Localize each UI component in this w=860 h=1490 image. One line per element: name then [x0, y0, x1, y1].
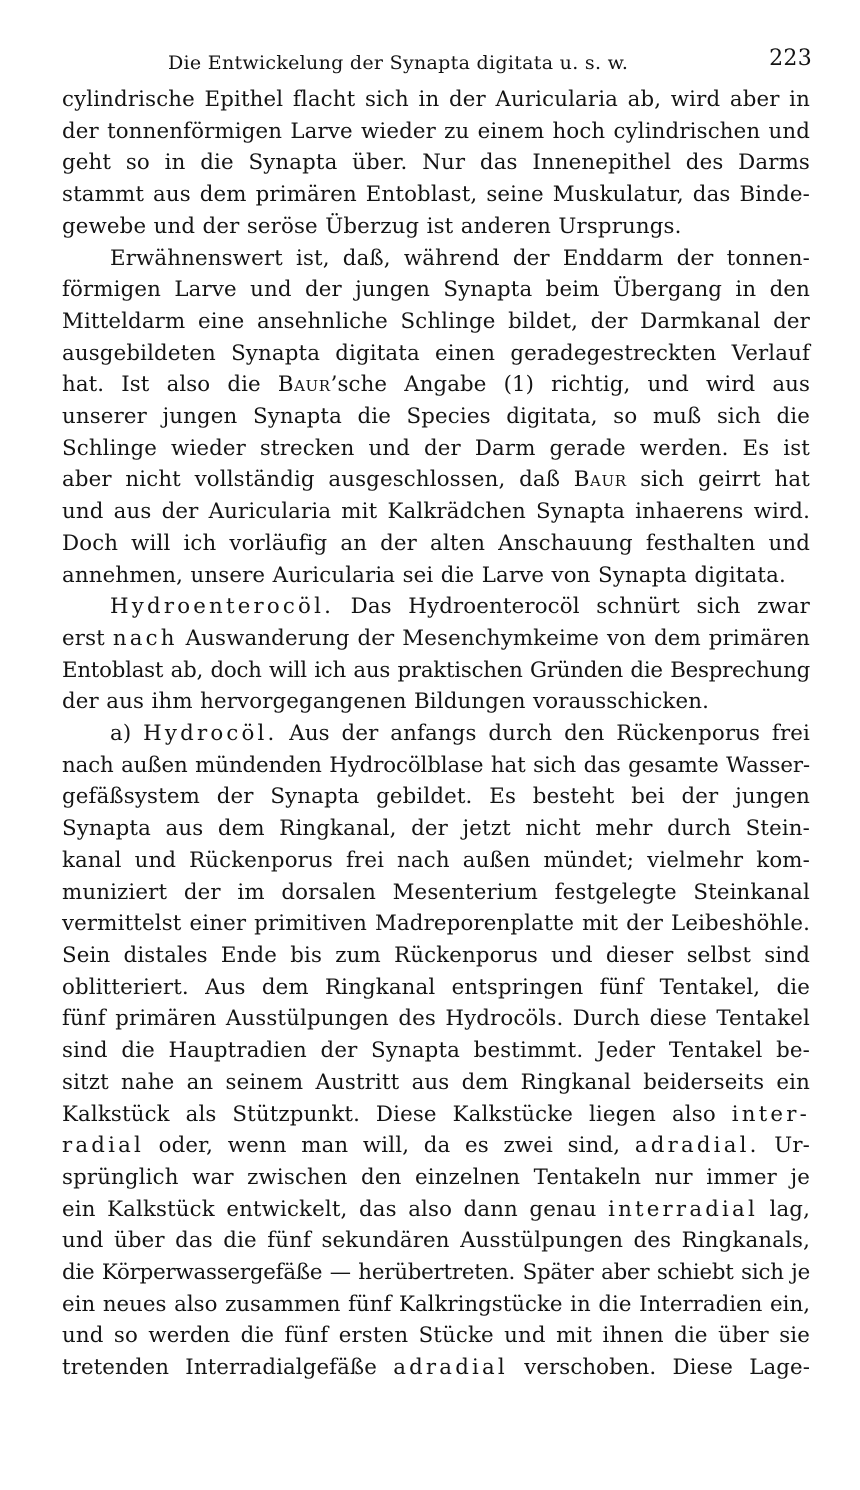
text-line	[62, 464, 810, 496]
text-run: ’sche Angabe (1) richtig, und wird aus	[330, 372, 810, 398]
text-run: ein Kalkstück entwickelt, das also dann genau	[62, 1196, 609, 1222]
spaced-term: radial	[62, 1133, 145, 1159]
text-line: förmigen Larve und der jungen Synapta beim Übergang in den	[62, 277, 810, 303]
text-line: Sein distales Ende bis zum Rückenporus und dieser selbst sind	[62, 942, 810, 968]
text-line: stammt aus dem primären Entoblast, seine Muskulatur, das Binde-	[62, 182, 810, 208]
text-line: gewebe und der seröse Überzug ist anderen Ursprungs.	[62, 213, 682, 239]
text-run: lag,	[757, 1196, 810, 1222]
text-run: Auswanderung der Mesenchymkeime von dem primären	[177, 625, 810, 651]
text-line: vermittelst einer primitiven Madreporenplatte mit der Leibeshöhle.	[62, 911, 810, 937]
text-line: nach außen mündenden Hydrocölblase hat sich das gesamte Wasser-	[62, 752, 810, 778]
text-line: oblitteriert. Aus dem Ringkanal entspringen fünf Tentakel, die	[62, 974, 810, 1000]
spaced-term: adradial	[393, 1355, 508, 1381]
text-line: Mitteldarm eine ansehnliche Schlinge bildet, der Darmkanal der	[62, 308, 810, 334]
spaced-term: Hydroenterocöl.	[110, 594, 335, 620]
text-line: die Körperwassergefäße — herübertreten. Später aber schiebt sich je	[62, 1260, 810, 1286]
text-run: Das Hydroenterocöl schnürt sich zwar	[334, 594, 810, 620]
text-line: Schlinge wieder strecken und der Darm gerade werden. Es ist	[62, 435, 810, 461]
text-line: gefäßsystem der Synapta gebildet. Es besteht bei der jungen	[62, 784, 810, 810]
book-page	[62, 40, 810, 1384]
text-line: sprünglich war zwischen den einzelnen Tentakeln nur immer je	[62, 1164, 810, 1190]
text-line: der tonnenförmigen Larve wieder zu einem hoch cylindrischen und	[62, 118, 810, 144]
text-line: cylindrische Epithel flacht sich in der Auricularia ab, wird aber in	[62, 87, 810, 112]
running-title: Die Entwickelung der Synapta digitata u. s. w.	[168, 52, 629, 74]
text-line: und aus der Auricularia mit Kalkrädchen Synapta inhaerens wird.	[62, 499, 810, 525]
text-line	[62, 1352, 810, 1384]
text-run: aber nicht vollständig ausgeschlossen, daß	[62, 467, 574, 493]
body-text	[62, 84, 810, 1384]
text-run: verschoben. Diese Lage-	[507, 1355, 810, 1381]
text-run: oder, wenn man will, da es zwei sind,	[144, 1133, 635, 1159]
page-header	[62, 40, 810, 84]
spaced-term: interradial	[608, 1196, 758, 1222]
text-line	[62, 369, 810, 401]
text-line	[62, 1130, 810, 1162]
spaced-term: nach	[112, 625, 178, 651]
text-run: sich geirrt hat	[626, 467, 810, 493]
spaced-term: Hydrocöl.	[143, 721, 278, 747]
text-line: und über das die fünf sekundären Ausstülpungen des Ringkanals,	[62, 1228, 810, 1254]
text-run: erst	[62, 625, 113, 651]
spaced-term: adradial.	[634, 1133, 760, 1159]
text-line: Entoblast ab, doch will ich aus praktischen Gründen die Besprechung	[62, 657, 810, 683]
text-line: kanal und Rückenporus frei nach außen mündet; vielmehr kom-	[62, 847, 810, 873]
text-line: und so werden die fünf ersten Stücke und mit ihnen die über sie	[62, 1323, 810, 1349]
text-run: tretenden Interradialgefäße	[62, 1355, 394, 1381]
text-line	[62, 718, 810, 750]
text-line	[62, 1099, 810, 1131]
text-line: ein neues also zusammen fünf Kalkringstücke in die Interradien ein,	[62, 1291, 810, 1317]
text-line: sind die Hauptradien der Synapta bestimmt. Jeder Tentakel be-	[62, 1038, 810, 1064]
text-run: Kalkstück als Stützpunkt. Diese Kalkstücke liegen also	[62, 1101, 732, 1127]
spaced-term: inter-	[731, 1101, 810, 1127]
text-line: unserer jungen Synapta die Species digitata, so muß sich die	[62, 404, 810, 430]
text-run: hat. Ist also die	[62, 372, 278, 398]
text-run: a)	[110, 721, 144, 747]
text-line: annehmen, unsere Auricularia sei die Larve von Synapta digitata.	[62, 562, 786, 588]
text-run: Aus der anfangs durch den Rückenporus frei	[277, 721, 810, 747]
page-number: 223	[769, 46, 812, 71]
text-line: Erwähnenswert ist, daß, während der Enddarm der tonnen-	[110, 245, 810, 271]
text-line: fünf primären Ausstülpungen des Hydrocöls. Durch diese Tentakel	[62, 1006, 810, 1032]
text-line: muniziert der im dorsalen Mesenterium festgelegte Steinkanal	[62, 879, 810, 905]
text-line: Doch will ich vorläufig an der alten Anschauung festhalten und	[62, 530, 810, 556]
text-run: Ur-	[759, 1133, 810, 1159]
text-line: ausgebildeten Synapta digitata einen geradegestreckten Verlauf	[62, 340, 810, 366]
text-line: der aus ihm hervorgegangenen Bildungen vorausschicken.	[62, 689, 709, 715]
text-line: Synapta aus dem Ringkanal, der jetzt nicht mehr durch Stein-	[62, 816, 810, 842]
text-line	[62, 623, 810, 655]
text-line: sitzt nahe an seinem Austritt aus dem Ringkanal beiderseits ein	[62, 1069, 810, 1095]
text-line	[62, 1194, 810, 1226]
text-line	[62, 591, 810, 623]
author-name: Baur	[573, 467, 627, 493]
author-name: Baur	[277, 372, 331, 398]
text-line: geht so in die Synapta über. Nur das Innenepithel des Darms	[62, 150, 810, 176]
